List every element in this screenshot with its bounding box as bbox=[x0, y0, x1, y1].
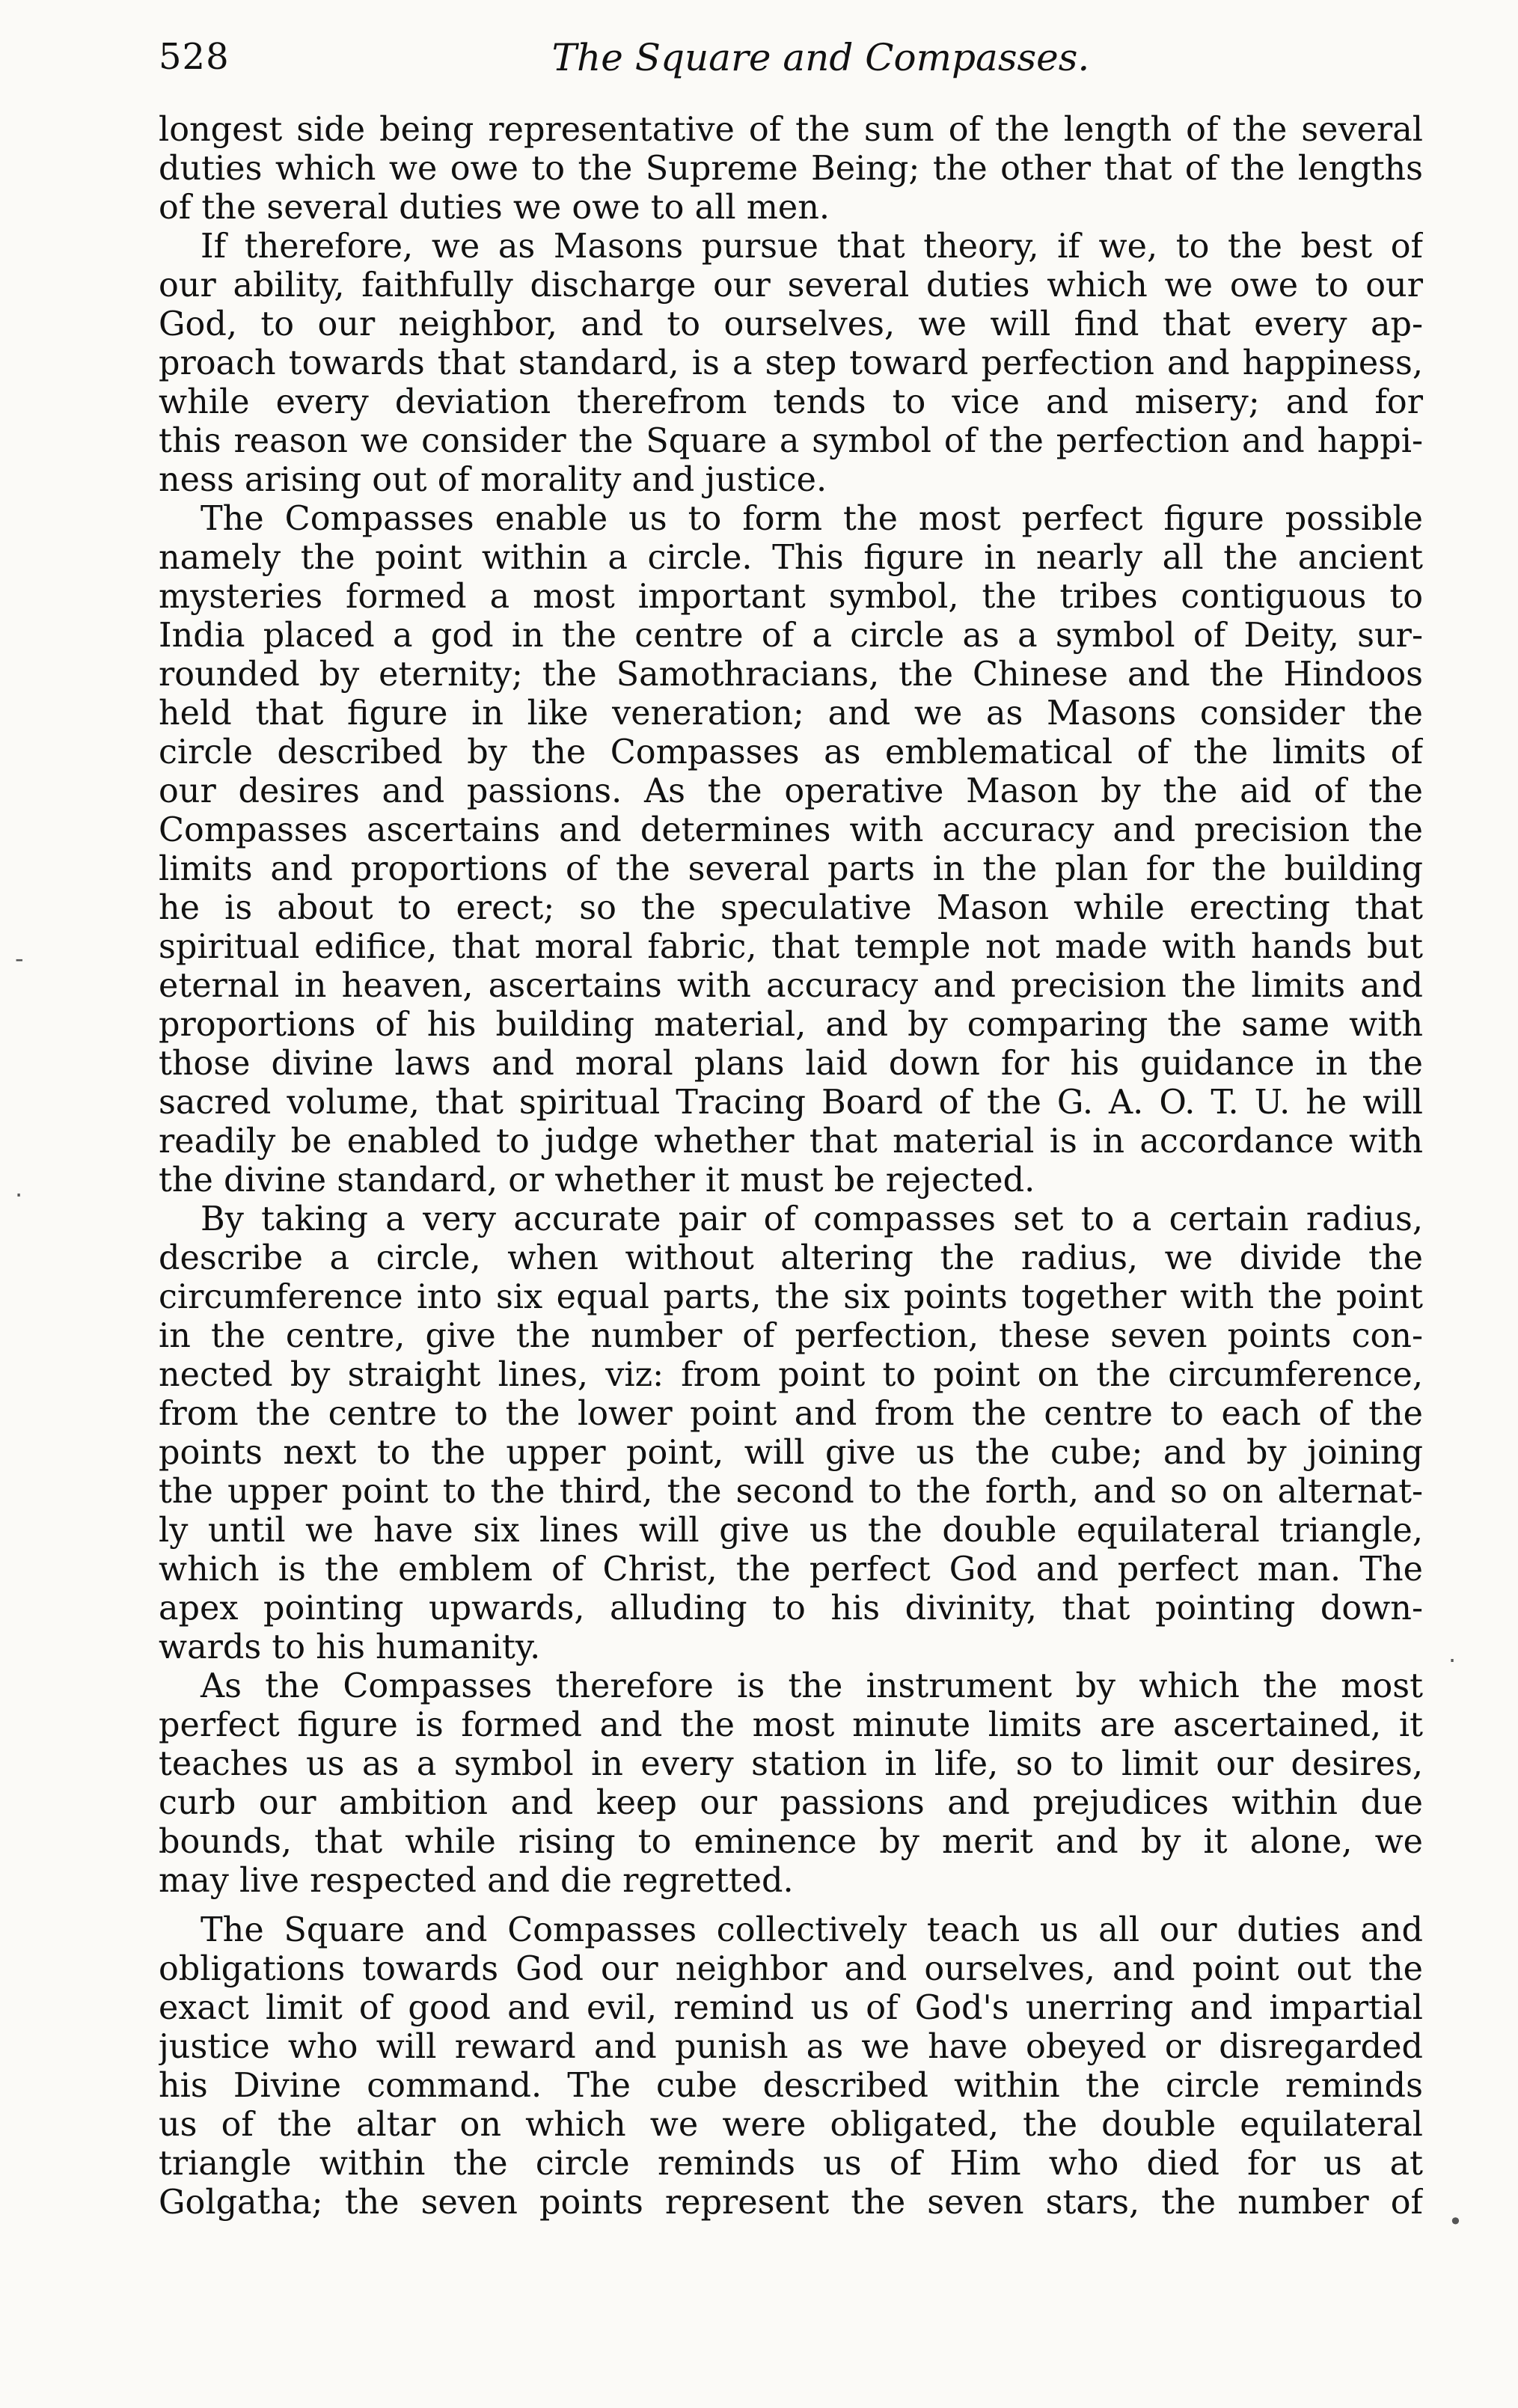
text-line: nected by straight lines, viz: from point to point on the circumference, bbox=[159, 1356, 1423, 1394]
text-line: of the several duties we owe to all men. bbox=[159, 189, 830, 227]
text-line: our desires and passions. As the operative Mason by the aid of the bbox=[159, 772, 1423, 810]
text-line: our ability, faithfully discharge our several duties which we owe to our bbox=[159, 266, 1423, 305]
running-title: The Square and Compasses. bbox=[551, 36, 1090, 79]
page-header bbox=[159, 36, 1423, 88]
text-line: ness arising out of morality and justice. bbox=[159, 461, 827, 499]
text-line: circle described by the Compasses as emblematical of the limits of bbox=[159, 733, 1423, 771]
paragraph bbox=[159, 1911, 1423, 2222]
paragraph bbox=[159, 1667, 1423, 1901]
paragraph bbox=[159, 111, 1423, 227]
text-line: circumference into six equal parts, the six points together with the point bbox=[159, 1278, 1423, 1316]
margin-mark: • bbox=[1448, 2207, 1463, 2236]
text-line: As the Compasses therefore is the instrument by which the most bbox=[201, 1667, 1423, 1705]
text-line: sacred volume, that spiritual Tracing Board of the G. A. O. T. U. he will bbox=[159, 1084, 1423, 1122]
text-line: obligations towards God our neighbor and ourselves, and point out the bbox=[159, 1950, 1423, 1988]
text-line: describe a circle, when without altering the radius, we divide the bbox=[159, 1239, 1423, 1277]
text-line: The Square and Compasses collectively teach us all our duties and bbox=[201, 1911, 1423, 1949]
text-line: limits and proportions of the several parts in the plan for the building bbox=[159, 850, 1423, 888]
text-line: rounded by eternity; the Samothracians, the Chinese and the Hindoos bbox=[159, 656, 1423, 694]
text-line: held that figure in like veneration; and we as Masons consider the bbox=[159, 694, 1423, 733]
text-line: the divine standard, or whether it must be rejected. bbox=[159, 1161, 1035, 1200]
text-line: may live respected and die regretted. bbox=[159, 1862, 794, 1900]
text-line: By taking a very accurate pair of compasses set to a certain radius, bbox=[201, 1200, 1423, 1238]
article-body bbox=[159, 111, 1423, 2222]
text-line: he is about to erect; so the speculative Mason while erecting that bbox=[159, 889, 1423, 927]
text-line: his Divine command. The cube described within the circle reminds bbox=[159, 2067, 1423, 2105]
text-line: duties which we owe to the Supreme Being; the other that of the lengths bbox=[159, 150, 1423, 188]
page-number: 528 bbox=[159, 36, 230, 78]
text-line: The Compasses enable us to form the most perfect figure possible bbox=[201, 500, 1423, 538]
text-line: bounds, that while rising to eminence by merit and by it alone, we bbox=[159, 1823, 1423, 1861]
text-line: from the centre to the lower point and from the centre to each of the bbox=[159, 1395, 1423, 1433]
text-line: If therefore, we as Masons pursue that theory, if we, to the best of bbox=[201, 227, 1423, 266]
text-line: proportions of his building material, and by comparing the same with bbox=[159, 1006, 1423, 1044]
text-line: the upper point to the third, the second to the forth, and so on alternat- bbox=[159, 1473, 1423, 1511]
margin-mark: · bbox=[15, 1181, 23, 1209]
text-line: longest side being representative of the sum of the length of the several bbox=[159, 111, 1423, 149]
text-line: perfect figure is formed and the most minute limits are ascertained, it bbox=[159, 1706, 1423, 1744]
text-line: spiritual edifice, that moral fabric, that temple not made with hands but bbox=[159, 928, 1423, 966]
text-line: Golgatha; the seven points represent the seven stars, the number of bbox=[159, 2184, 1423, 2222]
text-line: this reason we consider the Square a symbol of the perfection and happi- bbox=[159, 422, 1423, 460]
text-line: eternal in heaven, ascertains with accuracy and precision the limits and bbox=[159, 967, 1423, 1005]
paragraph bbox=[159, 500, 1423, 1200]
text-line: proach towards that standard, is a step toward perfection and happiness, bbox=[159, 344, 1423, 382]
text-line: triangle within the circle reminds us of Him who died for us at bbox=[159, 2145, 1423, 2183]
paragraph-gap bbox=[159, 1901, 1423, 1911]
text-line: God, to our neighbor, and to ourselves, we will find that every ap- bbox=[159, 305, 1423, 343]
text-line: those divine laws and moral plans laid down for his guidance in the bbox=[159, 1045, 1423, 1083]
text-line: points next to the upper point, will give us the cube; and by joining bbox=[159, 1434, 1423, 1472]
text-line: teaches us as a symbol in every station in life, so to limit our desires, bbox=[159, 1745, 1423, 1783]
text-line: Compasses ascertains and determines with accuracy and precision the bbox=[159, 811, 1423, 849]
text-line: curb our ambition and keep our passions and prejudices within due bbox=[159, 1784, 1423, 1822]
paragraph bbox=[159, 227, 1423, 500]
text-line: ly until we have six lines will give us the double equilateral triangle, bbox=[159, 1512, 1423, 1550]
text-line: justice who will reward and punish as we have obeyed or disregarded bbox=[159, 2028, 1423, 2066]
text-line: which is the emblem of Christ, the perfect God and perfect man. The bbox=[159, 1550, 1423, 1589]
text-line: wards to his humanity. bbox=[159, 1628, 541, 1666]
margin-mark: - bbox=[15, 944, 24, 973]
text-line: mysteries formed a most important symbol, the tribes contiguous to bbox=[159, 578, 1423, 616]
text-line: us of the altar on which we were obligated, the double equilateral bbox=[159, 2106, 1423, 2144]
text-line: exact limit of good and evil, remind us of God's unerring and impartial bbox=[159, 1989, 1423, 2027]
text-line: apex pointing upwards, alluding to his divinity, that pointing down- bbox=[159, 1589, 1423, 1628]
text-line: namely the point within a circle. This figure in nearly all the ancient bbox=[159, 539, 1423, 577]
paragraph bbox=[159, 1200, 1423, 1667]
text-line: readily be enabled to judge whether that material is in accordance with bbox=[159, 1122, 1423, 1161]
text-line: in the centre, give the number of perfection, these seven points con- bbox=[159, 1317, 1423, 1355]
text-line: while every deviation therefrom tends to vice and misery; and for bbox=[159, 383, 1423, 421]
margin-mark: · bbox=[1448, 1646, 1457, 1675]
text-line: India placed a god in the centre of a circle as a symbol of Deity, sur- bbox=[159, 617, 1423, 655]
